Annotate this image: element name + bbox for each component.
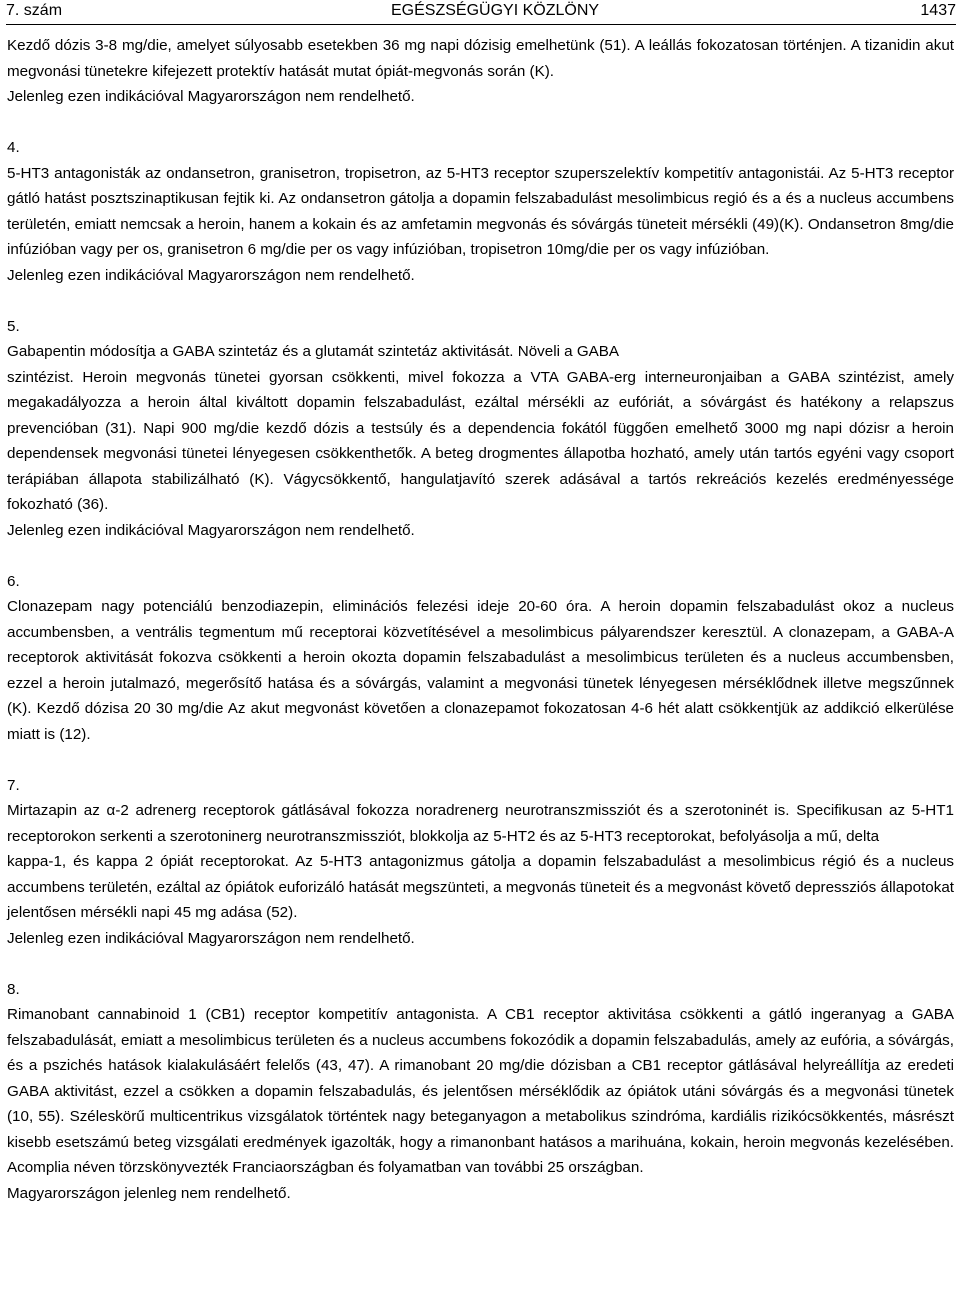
section-paragraph: 5-HT3 antagonisták az ondansetron, granisetron, tropisetron, az 5-HT3 receptor szuperszelektív kompetitív antagonistái. Az 5-HT3 receptor gátló hatást posztszinaptikusan fejtik ki. Az ondansetron gátolja a dopamin felszabadulást mesolimbicus regió és a és a nucleus accumbens területén, emiatt nemcsak a heroin, hanem a kokain és az amfetamin megvonás és sóvárgás tüneteit mérsékli (49)(K). Ondansetron 8mg/die infúzióban vagy per os, granisetron 6 mg/die per os vagy infúzióban, tropisetron 10mg/die per os vagy infúzióban. (7, 164, 954, 258)
section-paragraph-continued: kappa-1, és kappa 2 ópiát receptorokat. Az 5-HT3 antagonizmus gátolja a dopamin felszabadulást a mesolimbicus régió és a nucleus accumbens területén, ezáltal az ópiátok euforizáló hatását megszünteti, a megvonás tüneteit és a megvonást követő depressziós állapotokat jelentősen mérsékli napi 45 mg adása (52). (7, 853, 954, 921)
section-number: 6. (7, 572, 20, 590)
journal-title: EGÉSZSÉGÜGYI KÖZLÖNY (391, 2, 600, 19)
section-number: 5. (7, 317, 20, 335)
section-paragraph: Mirtazapin az α-2 adrenerg receptorok gátlásával fokozza noradrenerg neurotranszmissziót és a szerotoninét is. Specifikusan az 5-HT1 receptorokon serkenti a szerotoninerg neurotranszmissziót, blokkolja az 5-HT2 és az 5-HT3 receptorokat, befolyásolja a mű, delta (7, 802, 954, 845)
section-paragraph: Rimanobant cannabinoid 1 (CB1) receptor kompetitív antagonista. A CB1 receptor aktivitása csökkenti a gátló ingeranyag a GABA felszabadulását, emiatt a mesolimbicus területen és a nucleus accumbens fokozódik a dopamin felszabadulás, amely az eufória, a sóvárgás, és a pszichés hatások kialakulásáért felelős (43, 47). A rimanobant 20 mg/die dózisban a CB1 receptor gátlásával helyreállítja az eredeti GABA aktivitást, ezzel a csökken a dopamin felszabadulás, és jelentősen mérséklődik az ópiátok utáni sóvárgás és a megvonási tünetek (10, 55). Széleskörű multicentrikus vizsgálatok történtek nagy beteganyagon a metabolikus szindróma, kardiális rizikócsökkentés, másrészt kisebb esetszámú beteg vizsgálati eredmények igazolták, hogy a rimanonbant hatásos a marihuána, kokain, heroin megvonás kezelésében. Acomplia néven törzskönyvezték Franciaországban és folyamatban van további 25 országban. (7, 1006, 954, 1176)
availability-note: Jelenleg ezen indikációval Magyarországon nem rendelhető. (7, 88, 415, 105)
intro-paragraph: Kezdő dózis 3-8 mg/die, amelyet súlyosabb esetekben 36 mg napi dózisig emelhetünk (51). A leállás fokozatosan történjen. A tizanidin akut megvonási tünetekre kifejezett protektív hatását mutat ópiát-megvonás során (K). (7, 37, 954, 80)
section-paragraph: Clonazepam nagy potenciálú benzodiazepin, eliminációs felezési ideje 20-60 óra. A heroin dopamin felszabadulást okoz a nucleus accumbensben, a ventrális tegmentum mű receptorai közvetítésével a mesolimbicus pályarendszer keresztül. A clonazepam, a GABA-A receptorok aktivitását fokozva csökkenti a heroin okozta dopamin felszabadulást a mesolimbicus területen és a nucleus accumbensben, ezzel a heroin jutalmazó, megerősítő hatása és a sóvárgás, valamint a megvonási tünetek lényegesen mérséklődnek illetve megszűnnek (K). Kezdő dózisa 20 30 mg/die Az akut megvonást követően a clonazepamot fokozatosan 4-6 hét alatt csökkentjük az addikció elkerülése miatt is (12). (7, 598, 954, 743)
availability-note: Jelenleg ezen indikációval Magyarországon nem rendelhető. (7, 266, 415, 284)
document-body (7, 33, 954, 1206)
section-number: 7. (7, 776, 20, 794)
availability-note: Jelenleg ezen indikációval Magyarországon nem rendelhető. (7, 521, 415, 539)
page-number: 1437 (920, 2, 956, 19)
availability-note: Magyarországon jelenleg nem rendelhető. (7, 1184, 291, 1202)
section-paragraph: szintézist. Heroin megvonás tünetei gyorsan csökkenti, mivel fokozza a VTA GABA-erg interneuronjaiban a GABA szintézist, amely megakadályozza a heroin által kiváltott dopamin felszabadulást, ezáltal mérsékli az eufóriát, a sóvárgást és hatékony a relapszus prevencióban (31). Napi 900 mg/die kezdő dózis a testsúly és a dependencia fokától függően emelhető 3000 mg napi dózisr a heroin dependensek megvonási tünetei lényegesen csökkenthetők. A beteg drogmentes állapotba hozható, amely után tartós egyéni vagy csoport terápiában állapota stabilizálható (K). Vágycsökkentő, hangulatjavító szerek adásával a tartós rekreációs kezelés eredményessége fokozható (36). (7, 368, 954, 513)
page-header (6, 0, 956, 25)
issue-number: 7. szám (6, 2, 63, 19)
section-paragraph-first-line: Gabapentin módosítja a GABA szintetáz és a glutamát szintetáz aktivitását. Növeli a GABA (7, 343, 620, 360)
availability-note: Jelenleg ezen indikációval Magyarországon nem rendelhető. (7, 929, 415, 947)
section-number: 8. (7, 980, 20, 998)
section-number: 4. (7, 139, 20, 156)
